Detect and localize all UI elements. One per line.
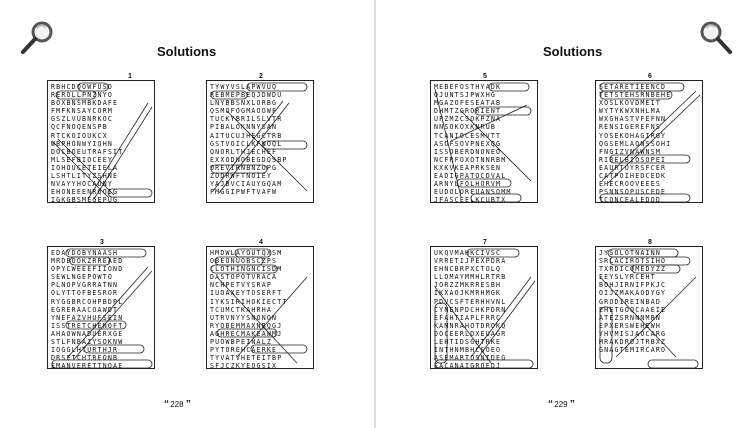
- puzzle-grid-2: TYWYVSLAPWVUQ REBMEPBEQJDWDU LNYBBSNXLORBG QSMOFOGMAOOWF TUCKYBRILSLVTR PIBALOKNNYSAN AITUCUJHEGCTRB GSTVOICLKFNOQL QNORLTHJECHEF EXXODNOBEGDQSBP OREVIRNBNZOPG ZODRWFTNOIEY YAJBVCIAUYGQAM FMGGIPWFTVAFW: [206, 80, 314, 203]
- page-number-left: “ 228 ”: [164, 399, 190, 410]
- magnifying-glass-icon: [18, 18, 58, 58]
- puzzle-number: 2: [259, 73, 263, 80]
- puzzle-grid-6: SETARETIEENCD TETSTEHSRNBEHE XOSLKOVDMEIT WYTYKWXNHLMA WXGHASTVFEFNN RENSIGEREFNS YOSEKOHAGIRGY QGSEMLAONSSOHI FNGIZVNAWNSM RIRELBIOSOPEI EAURTOYRSFCER CATPOIHEDCEDK EHECROOVEEES PSNNSOPUSCEDE TCONCEALEDOD: [595, 80, 703, 203]
- puzzle-grid-5: MEBEFOSTHYADK OJUNTSJPWXHG MGAZOFESEATAB DHMTZGRORIENT UPZMZCSOKPZNA NNSOKOXKNRUB TCANIOCESMVTT ASOFSOVPNEXQG ISSOBERDNONEO NCFRFOXOTNNRBM KXKVKEAPRKSEN EADIGPATOCDVAL ARNYLFOLHORVM EUDOLOREUANSOMM JFASCEELKCUBTX: [430, 80, 538, 203]
- puzzle-number: 1: [128, 73, 132, 80]
- puzzle-grid-3: EDAYDOBYNAASH MRDBOOKZRREAED OPYCWEEEFIIOND SEWLNGEPOWTO PLNOPVGRRATNN OLYTTOFBESROR RYGGBRCOHPBDPL EGRERAACOAWDT YNEFAZVHUFSEIN ISSTRETCHENOFT AHAOWNADUERXGE STLFNBAIYSOKNW IOGGLHTURTHJR DRSETCHTREONB EMANVERETTNOAE: [47, 246, 155, 369]
- page-title-right: Solutions: [543, 44, 603, 59]
- puzzle-number: 8: [648, 239, 652, 246]
- page-number-right: “ 229 ”: [548, 399, 574, 410]
- puzzle-number: 3: [100, 239, 104, 246]
- puzzle-grid-7: UKQVMAHKCIVSC VRRETIJPEXPDRA EHNCBRPXCTOLQ LLOMAYMMHLRTRB JORZZMKRRESBH IKXAOJKMRHMGK PDVCSFTERHHVNL CYNENPDCHKPDRN EFAHTIAPLFRRC KAMNRAHOTDROKQ DOCEERLDXEUAGR LEHTIDSGHTRKE INTHNMBHCSOEO ASEMARTOSNIDEG EACANAIGROEDJ: [430, 246, 538, 369]
- puzzle-grid-1: RBHCDOOWFUSD REROLLPNZNYO BOXBNSMBKDAFE FMFKNSAYCORM GSZLVUBNRKOC QCFNOQENSPB RTCKOIOUKCX WBPHONWYIQHN DOCBOEUTRAFSIT MLSEFBIOCEEY IOHOUCETEIELA LSHTLITYZSHNE NVAYYHOCAONY EHONEEENRQOIG IGKGBSMEGEPUG: [47, 80, 155, 203]
- magnifying-glass-icon: [695, 18, 735, 58]
- page-title-left: Solutions: [157, 44, 217, 59]
- book-spine: [374, 0, 376, 428]
- puzzle-number: 6: [648, 73, 652, 80]
- puzzle-number: 4: [259, 239, 263, 246]
- puzzle-grid-8: JYSOLOTNAINN SRLACIROTSIHO TXRDICOMEDYZZ EEYSLYRCEHT BOHJIRNIFPKJC OIJZMAKAODYGY GRODIREINBAD EHETGOQCAAEIE ATEZSRNNNMRN EPXERSWEHEWH YHVMISJAOCARG MRAKDROJTRBXZ GNAGTEMIRCARO: [595, 246, 703, 369]
- puzzle-number: 7: [483, 239, 487, 246]
- puzzle-number: 5: [483, 73, 487, 80]
- puzzle-grid-4: HMDWLAYOUTQXSM OBEONUOBSCZPS CLOTHINGNCISDM DASTOPOTVRACA NCHPETVYSRAP IUOAXEYTOSERFT IYKSIRIHOKIECTT TCUMCTKAHRHA UTRVNYYSNONON RYOBEMMAXNBQGJ AGHRECMAKEAWMJ PUOWBPEINALZ PYTOREHCAERKE TYVATVHETEITBP SFJCZKYEOGSIX: [206, 246, 314, 369]
